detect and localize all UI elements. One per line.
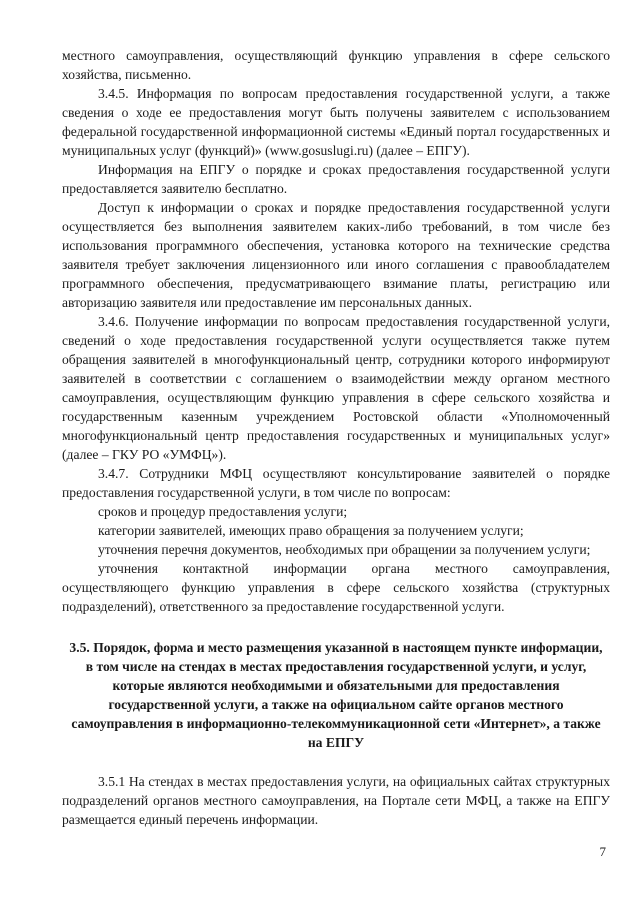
paragraph-3-4-6: 3.4.6. Получение информации по вопросам предоставления государственной услуги, сведений о ходе предоставления государственной услуги осуществляется также путем обращения заявителей в многофункциональный центр, сотрудники которого информируют заявителей в соответствии с соглашением о взаимодействии между органом местного самоуправления, осуществляющим функцию управления в сфере сельского хозяйства и государственным казенным учреждением Ростовской области «Уполномоченный многофункциональный центр предоставления государственных и муниципальных услуг» (далее – ГКУ РО «УМФЦ»). bbox=[62, 314, 610, 462]
list-item-contacts: уточнения контактной информации органа местного самоуправления, осуществляющего функцию управления в сфере сельского хозяйства (структурных подразделений), ответственного за предоставление государственной услуги. bbox=[62, 561, 610, 614]
paragraph-epgu-free: Информация на ЕПГУ о порядке и сроках предоставления государственной услуги предоставляется заявителю бесплатно. bbox=[62, 162, 610, 196]
paragraph-3-4-5: 3.4.5. Информация по вопросам предоставления государственной услуги, а также сведения о ходе ее предоставления могут быть получены заявителем с использованием федеральной государственной информационной системы «Единый портал государственных и муниципальных услуг (функций)» (www.gosuslugi.ru) (далее – ЕПГУ). bbox=[62, 86, 610, 158]
paragraph-3-5-1: 3.5.1 На стендах в местах предоставления услуги, на официальных сайтах структурных подразделений органов местного самоуправления, на Портале сети МФЦ, а также на ЕПГУ размещается единый перечень информации. bbox=[62, 774, 610, 827]
list-item-terms: сроков и процедур предоставления услуги; bbox=[98, 504, 348, 519]
page-number: 7 bbox=[599, 844, 606, 859]
paragraph-3-4-7: 3.4.7. Сотрудники МФЦ осуществляют консультирование заявителей о порядке предоставления государственной услуги, в том числе по вопросам: bbox=[62, 466, 610, 500]
document-page bbox=[62, 46, 610, 829]
list-item-categories: категории заявителей, имеющих право обращения за получением услуги; bbox=[98, 523, 524, 538]
paragraph-1: местного самоуправления, осуществляющий функцию управления в сфере сельского хозяйства, письменно. bbox=[62, 48, 610, 82]
paragraph-access: Доступ к информации о сроках и порядке предоставления государственной услуги осуществляется без выполнения заявителем каких-либо требований, в том числе без использования программного обеспечения, установка которого на технические средства заявителя требует заключения лицензионного или иного соглашения с правообладателем программного обеспечения, предусматривающего взимание платы, регистрацию или авторизацию заявителя или предоставление им персональных данных. bbox=[62, 200, 610, 310]
section-heading-3-5: 3.5. Порядок, форма и место размещения указанной в настоящем пункте информации, в том числе на стендах в местах предоставления государственной услуги, и услуг, которые являются необходимыми и обязательными для предоставления государственной услуги, а также на официальном сайте органов местного самоуправления в информационно-телекоммуникационной сети «Интернет», а также на ЕПГУ bbox=[69, 640, 603, 750]
list-item-documents: уточнения перечня документов, необходимых при обращении за получением услуги; bbox=[98, 542, 591, 557]
